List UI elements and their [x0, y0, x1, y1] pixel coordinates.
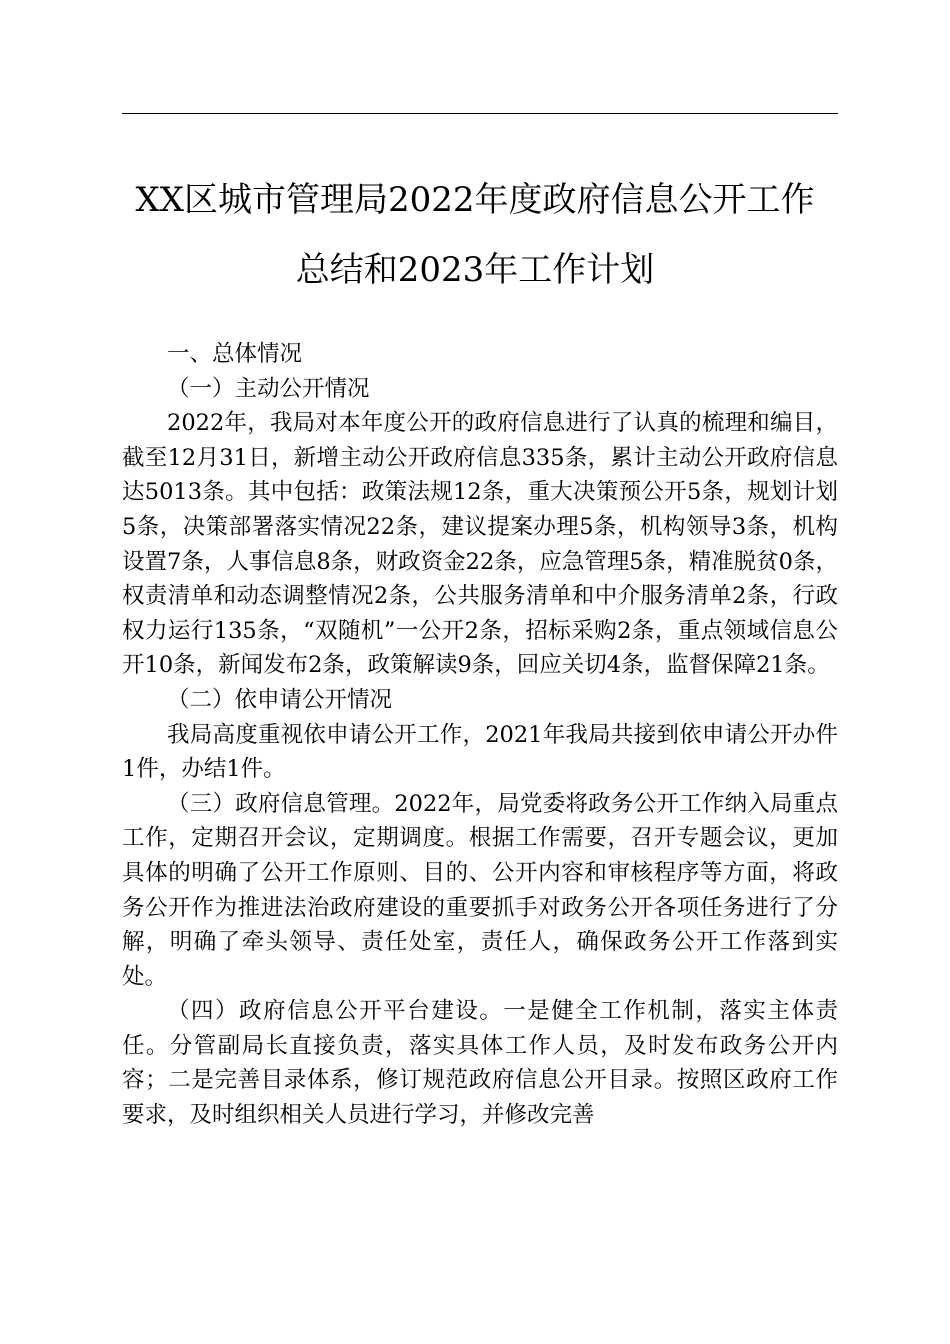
section-heading-overview: 一、总体情况	[167, 341, 303, 367]
document-title-line-2: 总结和2023年工作计划	[295, 250, 655, 290]
paragraph-proactive-disclosure: 2022年，我局对本年度公开的政府信息进行了认真的梳理和编目，截至12月31日，新增主动公开政府信息335条，累计主动公开政府信息达5013条。其中包括：政策法规12条，重大决策预公开5条，规划计划5条，决策部署落实情况22条，建议提案办理5条，机构领导3条，机构设置7条，人事信息8条，财政资金22条，应急管理5条，精准脱贫0条，权责清单和动态调整情况2条，公共服务清单和中介服务清单2条，行政权力运行135条，“双随机”一公开2条，招标采购2条，重点领域信息公开10条，新闻发布2条，政策解读9条，回应关切4条，监督保障21条。	[122, 410, 838, 679]
header-rule	[122, 113, 838, 114]
paragraph-application-disclosure: 我局高度重视依申请公开工作，2021年我局共接到依申请公开办件1件，办结1件。	[122, 721, 838, 783]
paragraph-platform-construction: （四）政府信息公开平台建设。一是健全工作机制，落实主体责任。分管副局长直接负责，落实具体工作人员，及时发布政务公开内容；二是完善目录体系，修订规范政府信息公开目录。按照区政府工作要求，及时组织相关人员进行学习，并修改完善	[122, 998, 838, 1129]
document-body	[122, 337, 838, 1133]
subsection-heading-application-disclosure: （二）依申请公开情况	[167, 686, 393, 713]
subsection-heading-proactive-disclosure: （一）主动公开情况	[167, 375, 370, 402]
document-title-line-1: XX区城市管理局2022年度政府信息公开工作	[135, 180, 815, 220]
paragraph-information-management: （三）政府信息管理。2022年，局党委将政务公开工作纳入局重点工作，定期召开会议，定期调度。根据工作需要，召开专题会议，更加具体的明确了公开工作原则、目的、公开内容和审核程序等方面，将政务公开作为推进法治政府建设的重要抓手对政务公开各项任务进行了分解，明确了牵头领导、责任处室，责任人，确保政务公开工作落到实处。	[122, 790, 838, 990]
